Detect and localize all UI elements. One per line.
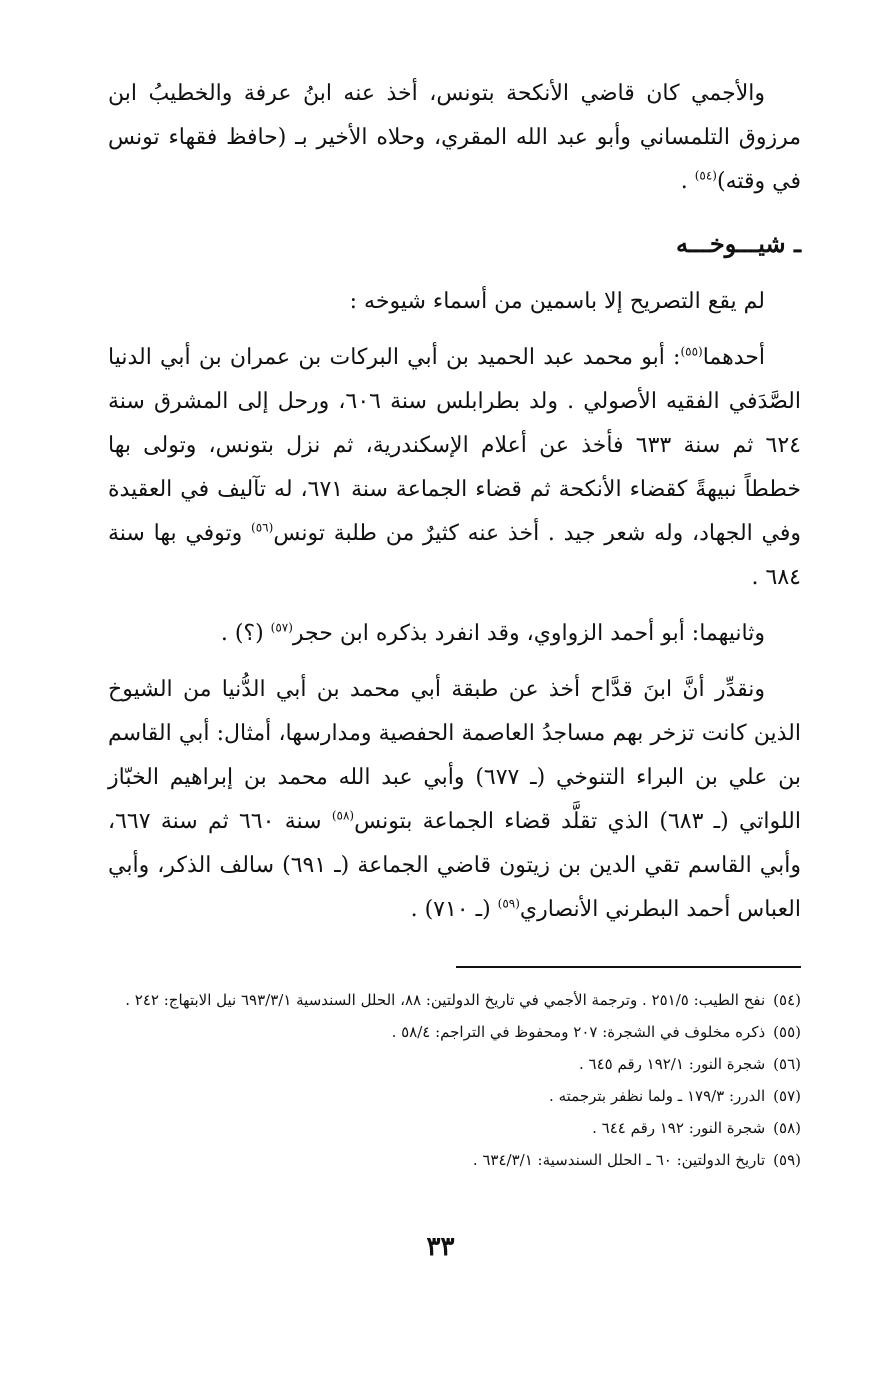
footnote-number: (٥٨) [773,1119,801,1137]
sheikh2-text-end: (؟) . [220,621,271,646]
footnote-number: (٥٧) [773,1087,801,1105]
footnote-text: تاريخ الدولتين: ٦٠ ـ الحلل السندسية: ٦٣٤/٣/١ . [472,1151,766,1169]
intro-paragraph [108,72,801,204]
footnote-text: شجرة النور: ١٩٢/١ رقم ٦٤٥ . [578,1055,766,1073]
footnote-text: شجرة النور: ١٩٢ رقم ٦٤٤ . [592,1119,766,1137]
footnote-number: (٥٩) [773,1151,801,1169]
footnote-54 [108,984,801,1016]
sheikh1-paragraph [108,336,801,600]
footnotes-list [108,984,801,1176]
footnote-ref-55[interactable]: (٥٥) [680,344,703,359]
footnote-number: (٥٥) [773,1023,801,1041]
estimate-text: ونقدِّر أنَّ ابنَ قدَّاح أخذ عن طبقة أبي محمد بن أبي الدُّنيا من الشيوخ الذين كانت تزخر بهم مساجدُ العاصمة الحفصية ومدارسها، أمثال: أبي القاسم بن علي بن البراء التنوخي (ـ ٦٧٧) وأبي عبد الله محمد بن إبراهيم الخبّاز اللواتي (ـ ٦٨٣) الذي تقلَّد قضاء الجماعة بتونس [108,677,801,834]
footnote-text: الدرر: ١٧٩/٣ ـ ولما نظفر بترجمته . [549,1087,766,1105]
page-number: ٣٣ [426,1232,455,1262]
footnote-ref-58[interactable]: (٥٨) [331,808,355,823]
lead-paragraph: لم يقع التصريح إلا باسمين من أسماء شيوخه : [349,289,765,314]
footnote-57 [108,1080,801,1112]
footnote-number: (٥٤) [773,991,801,1009]
footnote-55 [108,1016,801,1048]
sheikh2-paragraph [108,612,801,656]
footnote-ref-54[interactable]: (٥٤) [694,168,717,183]
footnote-58 [108,1112,801,1144]
sheikh1-text: : أبو محمد عبد الحميد بن أبي البركات بن عمران بن أبي الدنيا الصَّدَفي الفقيه الأصولي . ولد بطرابلس سنة ٦٠٦، ورحل إلى المشرق سنة ٦٢٤ ثم سنة ٦٣٣ فأخذ عن أعلام الإسكندرية، ثم نزل بتونس، وتولى بها خططاً نبيهةً كقضاء الأنكحة ثم قضاء الجماعة سنة ٦٧١، له تآليف في العقيدة وفي الجهاد، وله شعر جيد . أخذ عنه كثيرٌ من طلبة تونس [108,345,802,546]
estimate-paragraph [108,668,801,932]
sheikh1-text-end: وتوفي بها سنة ٦٨٤ . [108,521,801,590]
footnote-number: (٥٦) [773,1055,801,1073]
footnote-text: نفح الطيب: ٢٥١/٥ . وترجمة الأجمي في تاريخ الدولتين: ٨٨، الحلل السندسية ٦٩٣/٣/١ نيل الابتهاج: ٢٤٢ . [125,991,766,1009]
section-heading: ـ شيـــوخـــه [675,229,801,258]
estimate-text-middle: سنة ٦٦٠ ثم سنة ٦٦٧، وأبي القاسم تقي الدين بن زيتون قاضي الجماعة (ـ ٦٩١) سالف الذكر، وأبي العباس أحمد البطرني الأنصاري [108,809,801,922]
sheikh1-label: أحدهما [702,345,765,370]
footnote-56 [108,1048,801,1080]
estimate-text-end: (ـ ٧١٠) . [410,897,498,922]
footnote-divider [456,966,801,968]
intro-text: والأجمي كان قاضي الأنكحة بتونس، أخذ عنه ابنُ عرفة والخطيبُ ابن مرزوق التلمساني وأبو عبد الله المقري، وحلاه الأخير بـ (حافظ فقهاء تونس في وقته) [108,81,801,194]
footnote-59 [108,1144,801,1176]
footnote-ref-57[interactable]: (٥٧) [270,620,293,635]
sheikh2-text: وثانيهما: أبو أحمد الزواوي، وقد انفرد بذكره ابن حجر [292,621,765,646]
intro-end: . [680,169,695,194]
footnote-ref-59[interactable]: (٥٩) [497,896,520,911]
footnote-text: ذكره مخلوف في الشجرة: ٢٠٧ ومحفوظ في التراجم: ٥٨/٤ . [391,1023,766,1041]
footnote-ref-56[interactable]: (٥٦) [251,520,274,535]
